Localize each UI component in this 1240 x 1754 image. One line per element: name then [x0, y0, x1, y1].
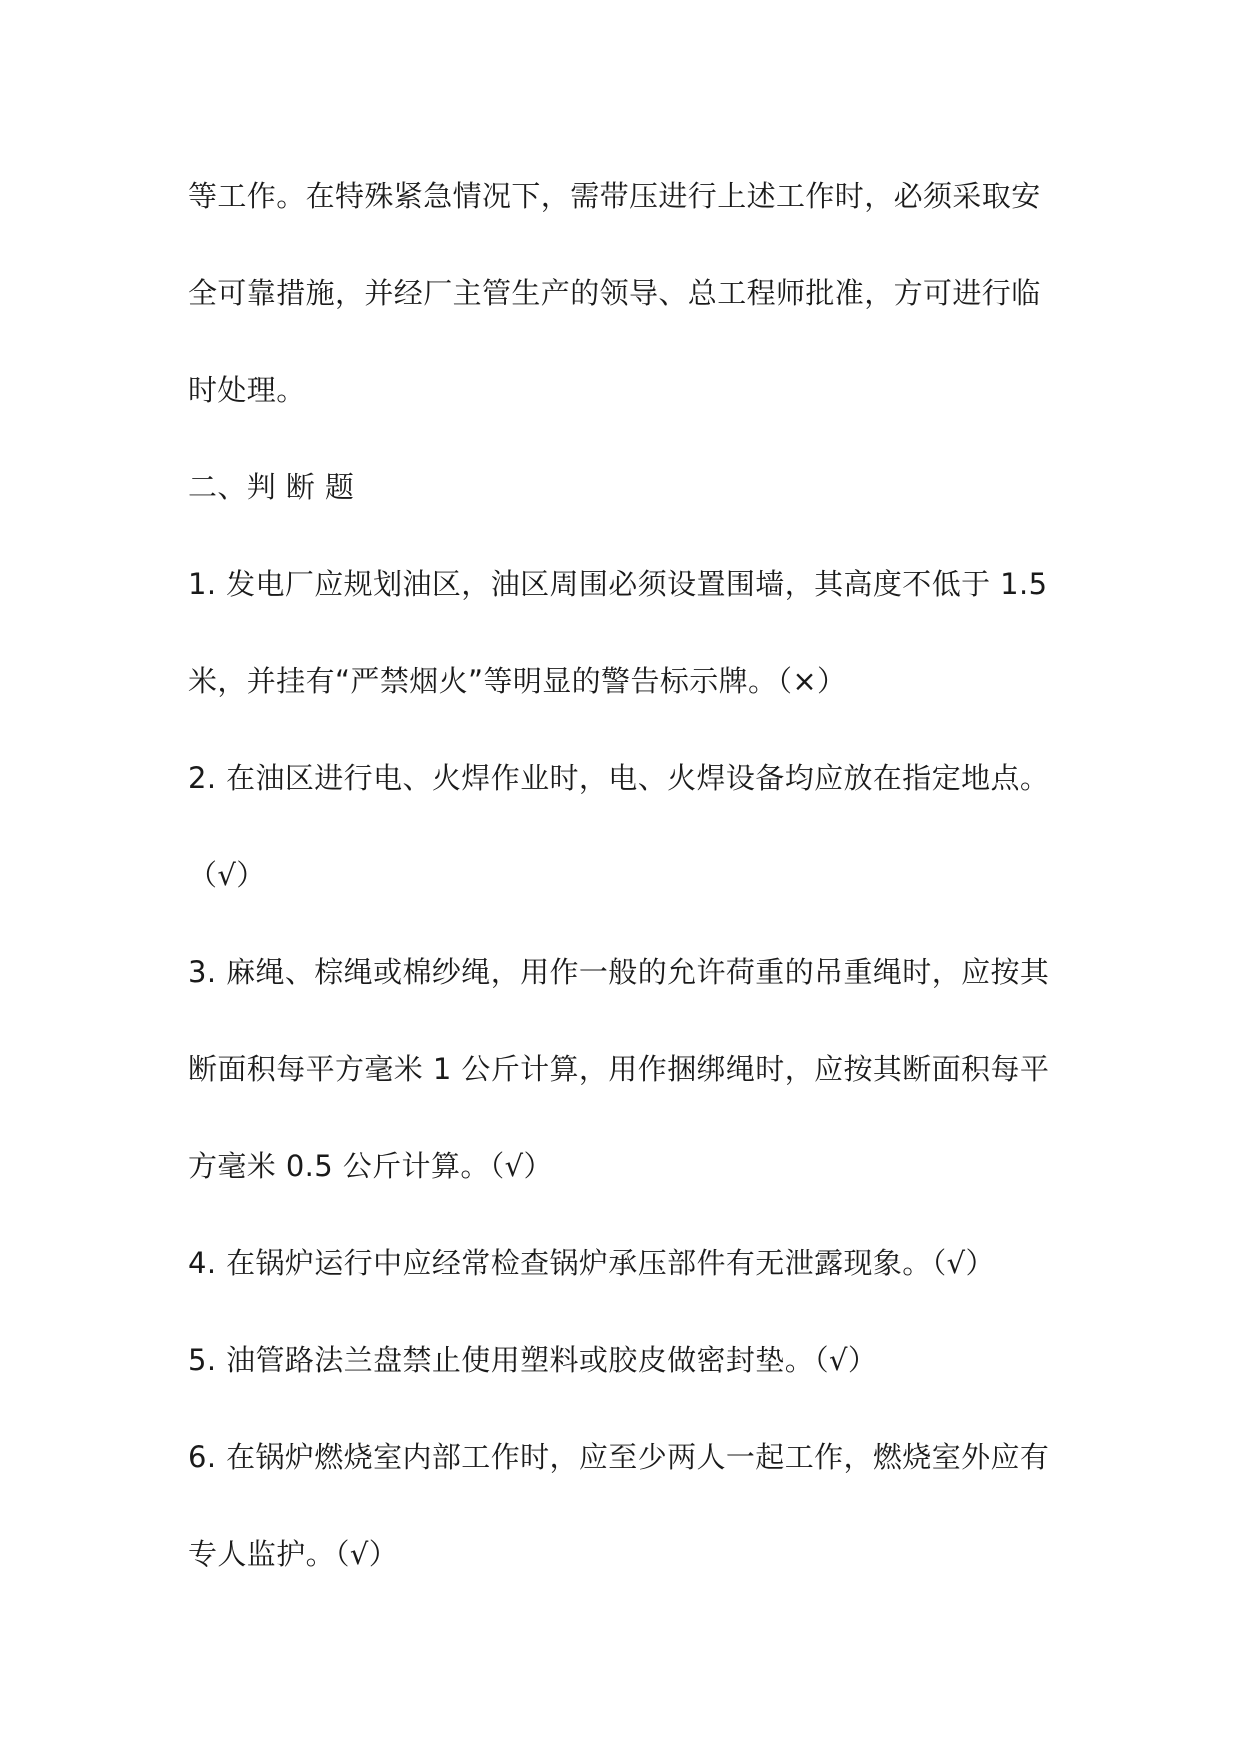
question-4: 4. 在锅炉运行中应经常检查锅炉承压部件有无泄露现象。（√） — [188, 1246, 995, 1280]
question-2-line-1: 2. 在油区进行电、火焊作业时，电、火焊设备均应放在指定地点。 — [188, 761, 1050, 795]
question-2-line-2: （√） — [188, 858, 266, 892]
question-3-line-1: 3. 麻绳、棕绳或棉纱绳，用作一般的允许荷重的吊重绳时，应按其 — [188, 955, 1050, 989]
paragraph-continuation-line-3: 时处理。 — [188, 373, 306, 407]
paragraph-continuation-line-1: 等工作。在特殊紧急情况下，需带压进行上述工作时，必须采取安 — [188, 179, 1041, 213]
question-3-line-2: 断面积每平方毫米 1 公斤计算，用作捆绑绳时，应按其断面积每平 — [188, 1052, 1050, 1086]
question-5: 5. 油管路法兰盘禁止使用塑料或胶皮做密封垫。（√） — [188, 1343, 878, 1377]
question-1-line-2: 米，并挂有“严禁烟火”等明显的警告标示牌。（×） — [188, 664, 847, 698]
question-3-line-3: 方毫米 0.5 公斤计算。（√） — [188, 1149, 553, 1183]
question-6-line-1: 6. 在锅炉燃烧室内部工作时，应至少两人一起工作，燃烧室外应有 — [188, 1440, 1050, 1474]
question-1-line-1: 1. 发电厂应规划油区，油区周围必须设置围墙，其高度不低于 1.5 — [188, 567, 1048, 601]
section-heading-true-false: 二、判 断 题 — [188, 470, 355, 504]
paragraph-continuation-line-2: 全可靠措施，并经厂主管生产的领导、总工程师批准，方可进行临 — [188, 276, 1041, 310]
question-6-line-2: 专人监护。（√） — [188, 1537, 399, 1571]
